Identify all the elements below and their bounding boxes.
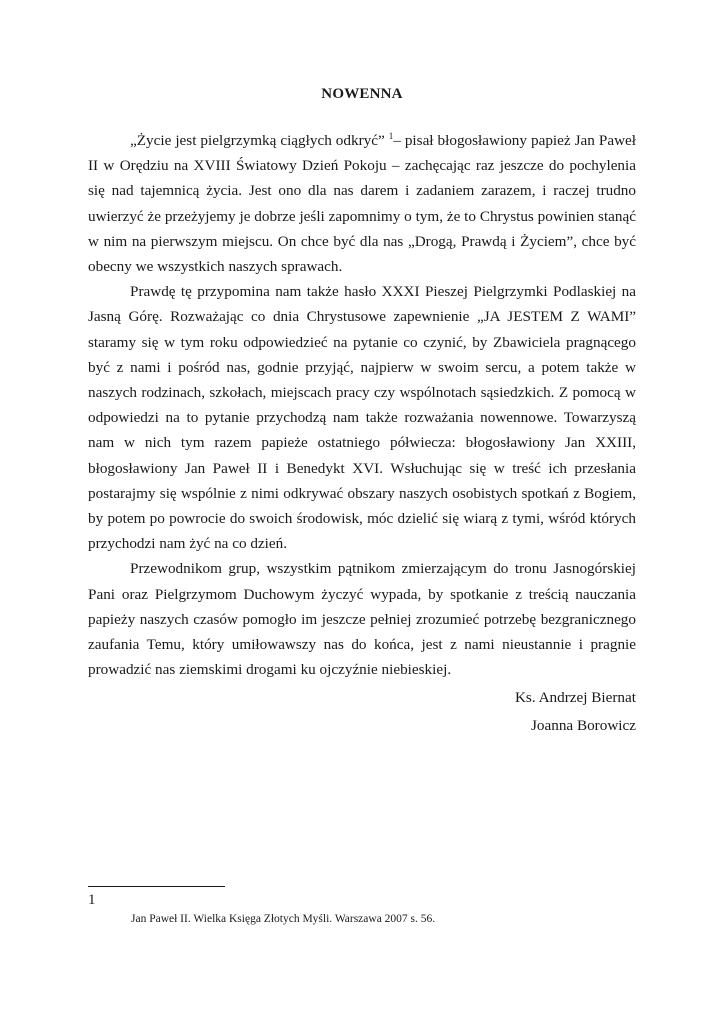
document-title: NOWENNA [321,86,403,102]
paragraph-2: Prawdę tę przypomina nam także hasło XXXI Pieszej Pielgrzymki Podlaskiej na Jasną Górę. Rozważając co dnia Chrystusowe zapewnienie „JA JESTEM Z WAMI” staramy się w tym roku odpowiedzieć na pytanie co czynić, by Zbawiciela pragnącego być z nami i pośród nas, godnie przyjąć, najpierw w swoim sercu, a potem także w naszych rodzinach, szkołach, miejscach pracy czy wspólnotach sąsiedzkich. Z pomocą w odpowiedzi na to pytanie przychodzą nam także rozważania nowennowe. Towarzyszą nam w nich tym razem papieże ostatniego półwiecza: błogosławiony Jan XXIII, błogosławiony Jan Paweł II i Benedykt XVI. Wsłuchując się w treść ich przesłania postarajmy się wspólnie z nimi odkrywać obszary naszych osobistych spotkań z Bogiem, by potem po powrocie do swoich środowisk, móc dzielić się wiarą z tymi, wśród których przychodzi nam żyć na co dzień. [88,283,636,553]
body-text [88,128,636,682]
footnote-reference: 1 [388,130,394,141]
signature-author-1: Ks. Andrzej Biernat [514,689,636,706]
footnote-number: 1 [88,892,96,908]
footnote-divider [88,886,225,887]
paragraph-1-quote: „Życie jest pielgrzymką ciągłych odkryć” [130,132,389,149]
signature-author-2: Joanna Borowicz [530,717,636,734]
paragraph-3: Przewodnikom grup, wszystkim pątnikom zmierzającym do tronu Jasnogórskiej Pani oraz Pielgrzymom Duchowym życzyć wypada, by spotkanie z treścią nauczania papieży naszych czasów pomogło im jeszcze pełniej zrozumieć potrzebę bezgranicznego zaufania Temu, który umiłowawszy nas do końca, jest z nami nieustannie i pragnie prowadzić nas ziemskimi drogami ku ojczyźnie niebieskiej. [88,560,636,679]
paragraph-1 [88,128,636,279]
signature-block [515,684,636,740]
paragraph-1-rest: – pisał błogosławiony papież Jan Paweł II w Orędziu na XVIII Światowy Dzień Pokoju – zachęcając raz jeszcze do pochylenia się nad tajemnicą życia. Jest ono dla nas darem i zadaniem zarazem, i raczej trudno uwierzyć że przeżyjemy je dobrze jeśli zapomnimy o tym, że to Chrystus powinien stanąć w nim na pierwszym miejscu. On chce być dla nas „Drogą, Prawdą i Życiem”, chce być obecny we wszystkich naszych sprawach. [88,132,636,276]
footnote-text: Jan Paweł II. Wielka Księga Złotych Myśli. Warszawa 2007 s. 56. [131,913,436,925]
